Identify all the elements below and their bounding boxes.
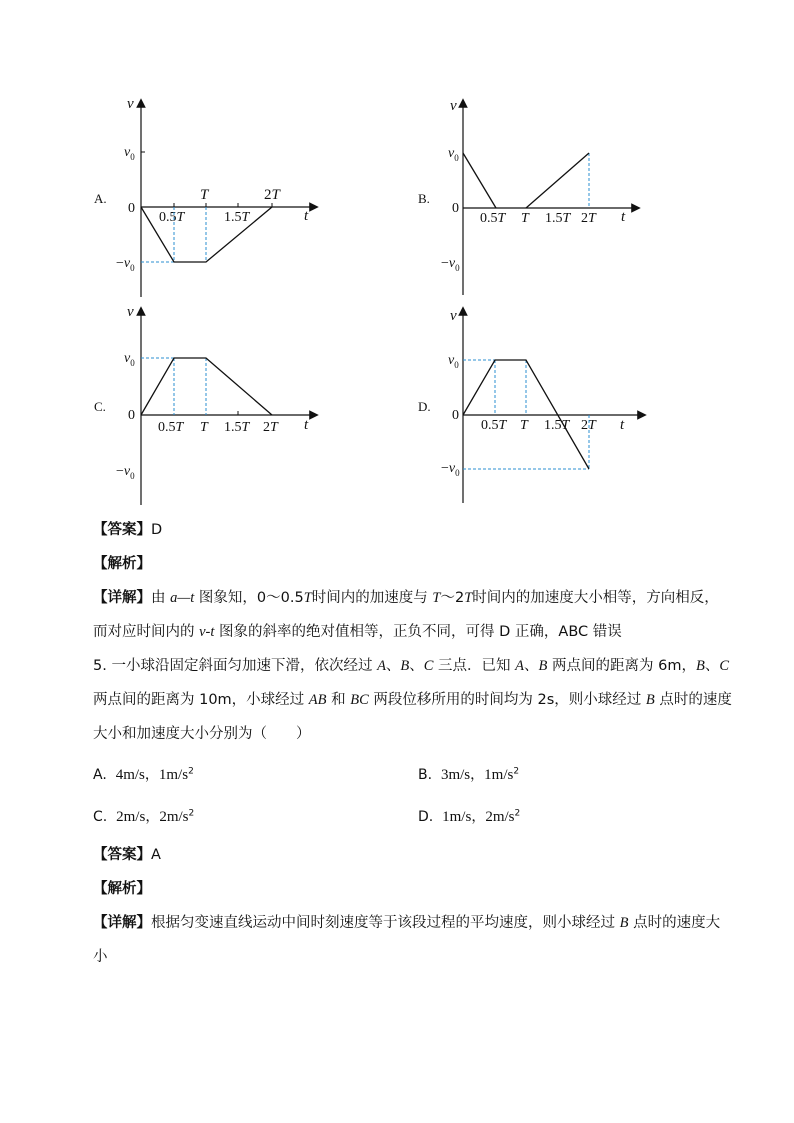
- t-axis-label: t: [620, 417, 625, 433]
- origin-label: 0: [128, 408, 135, 423]
- v0-label: $v_0$: [124, 145, 135, 162]
- q5-option-d[interactable]: D. 1m/s，$2m/s^2$: [418, 808, 521, 825]
- graph-d: [414, 303, 654, 508]
- tick-T: T: [200, 187, 209, 203]
- vt-curve: [526, 153, 589, 208]
- q5-detail-line-1: 【详解】根据匀变速直线运动中间时刻速度等于该段过程的平均速度，则小球经过 B 点时的速度大: [93, 915, 721, 931]
- neg-v0-label: $-v_0$: [441, 256, 460, 273]
- tick-0.5T: 0.5T: [480, 211, 506, 226]
- q5-answer: 【答案】A: [93, 847, 161, 863]
- q5-stem-line-3: 大小和加速度大小分别为（ ）: [93, 726, 311, 742]
- q5-stem-line-2: 两点间的距离为 10m，小球经过 AB 和 BC 两段位移所用的时间均为 2s，则小球经过 B 点时的速度: [93, 692, 732, 708]
- answer-label: 【答案】: [93, 522, 151, 538]
- q5-option-a[interactable]: A. 4m/s，$1m/s^2$: [93, 766, 194, 783]
- v-axis-label: v: [127, 304, 134, 320]
- q4-detail-line-2: 而对应时间内的 v-t 图象的斜率的绝对值相等，正负不同，可得 D 正确，ABC 错误: [93, 624, 622, 640]
- v-axis-label: v: [450, 308, 457, 324]
- tick-1.5T: 1.5T: [544, 418, 570, 433]
- t-axis-label: t: [621, 209, 626, 225]
- tick-1.5T: 1.5T: [545, 211, 571, 226]
- v0-label: $v_0$: [448, 146, 459, 163]
- neg-v0-label: $-v_0$: [441, 461, 460, 478]
- tick-T: T: [200, 420, 208, 435]
- graph-c: [88, 303, 328, 508]
- vt-curve: [141, 358, 272, 415]
- tick-2T: 2T: [581, 418, 596, 433]
- answer-value: D: [151, 522, 163, 538]
- v-axis-label: v: [127, 96, 134, 112]
- neg-v0-label: $-v_0$: [116, 464, 135, 481]
- option-letter: A.: [94, 191, 107, 206]
- q5-option-b[interactable]: B. 3m/s，$1m/s^2$: [418, 766, 520, 783]
- q4-detail-line-1: 【详解】由 a—t 图象知，0～0.5T时间内的加速度与 T～2T时间内的加速度大小相等，方向相反，: [93, 590, 719, 606]
- origin-label: 0: [128, 201, 135, 216]
- v0-label: $v_0$: [124, 351, 135, 368]
- graph-b: [414, 95, 654, 300]
- q5-detail-line-2: 小: [93, 949, 108, 965]
- q5-stem-line-1: 5. 一小球沿固定斜面匀加速下滑，依次经过 A、B、C 三点．已知 A、B 两点间的距离为 6m，B、C: [93, 658, 729, 674]
- option-letter: D.: [418, 399, 431, 414]
- neg-v0-label: $-v_0$: [116, 256, 135, 273]
- q4-analysis-label: 【解析】: [93, 556, 151, 572]
- v-axis-label: v: [450, 98, 457, 114]
- tick-0.5T: 0.5T: [158, 420, 184, 435]
- origin-label: 0: [452, 201, 459, 216]
- tick-1.5T: 1.5T: [224, 420, 250, 435]
- tick-0.5T: 0.5T: [159, 210, 185, 225]
- option-letter: B.: [418, 191, 430, 206]
- graph-a: [88, 95, 328, 300]
- q5-analysis-label: 【解析】: [93, 881, 151, 897]
- tick-T: T: [521, 211, 529, 226]
- tick-1.5T: 1.5T: [224, 210, 250, 225]
- option-letter: C.: [94, 399, 106, 414]
- tick-0.5T: 0.5T: [481, 418, 507, 433]
- tick-2T: 2T: [264, 187, 280, 203]
- t-axis-label: t: [304, 417, 309, 433]
- tick-2T: 2T: [263, 420, 278, 435]
- t-axis-label: t: [304, 208, 309, 224]
- vt-curve: [463, 153, 496, 208]
- q4-answer: [93, 520, 162, 540]
- tick-T: T: [520, 418, 528, 433]
- v0-label: $v_0$: [448, 353, 459, 370]
- tick-2T: 2T: [581, 211, 596, 226]
- q5-option-c[interactable]: C. 2m/s，$2m/s^2$: [93, 808, 195, 825]
- origin-label: 0: [452, 408, 459, 423]
